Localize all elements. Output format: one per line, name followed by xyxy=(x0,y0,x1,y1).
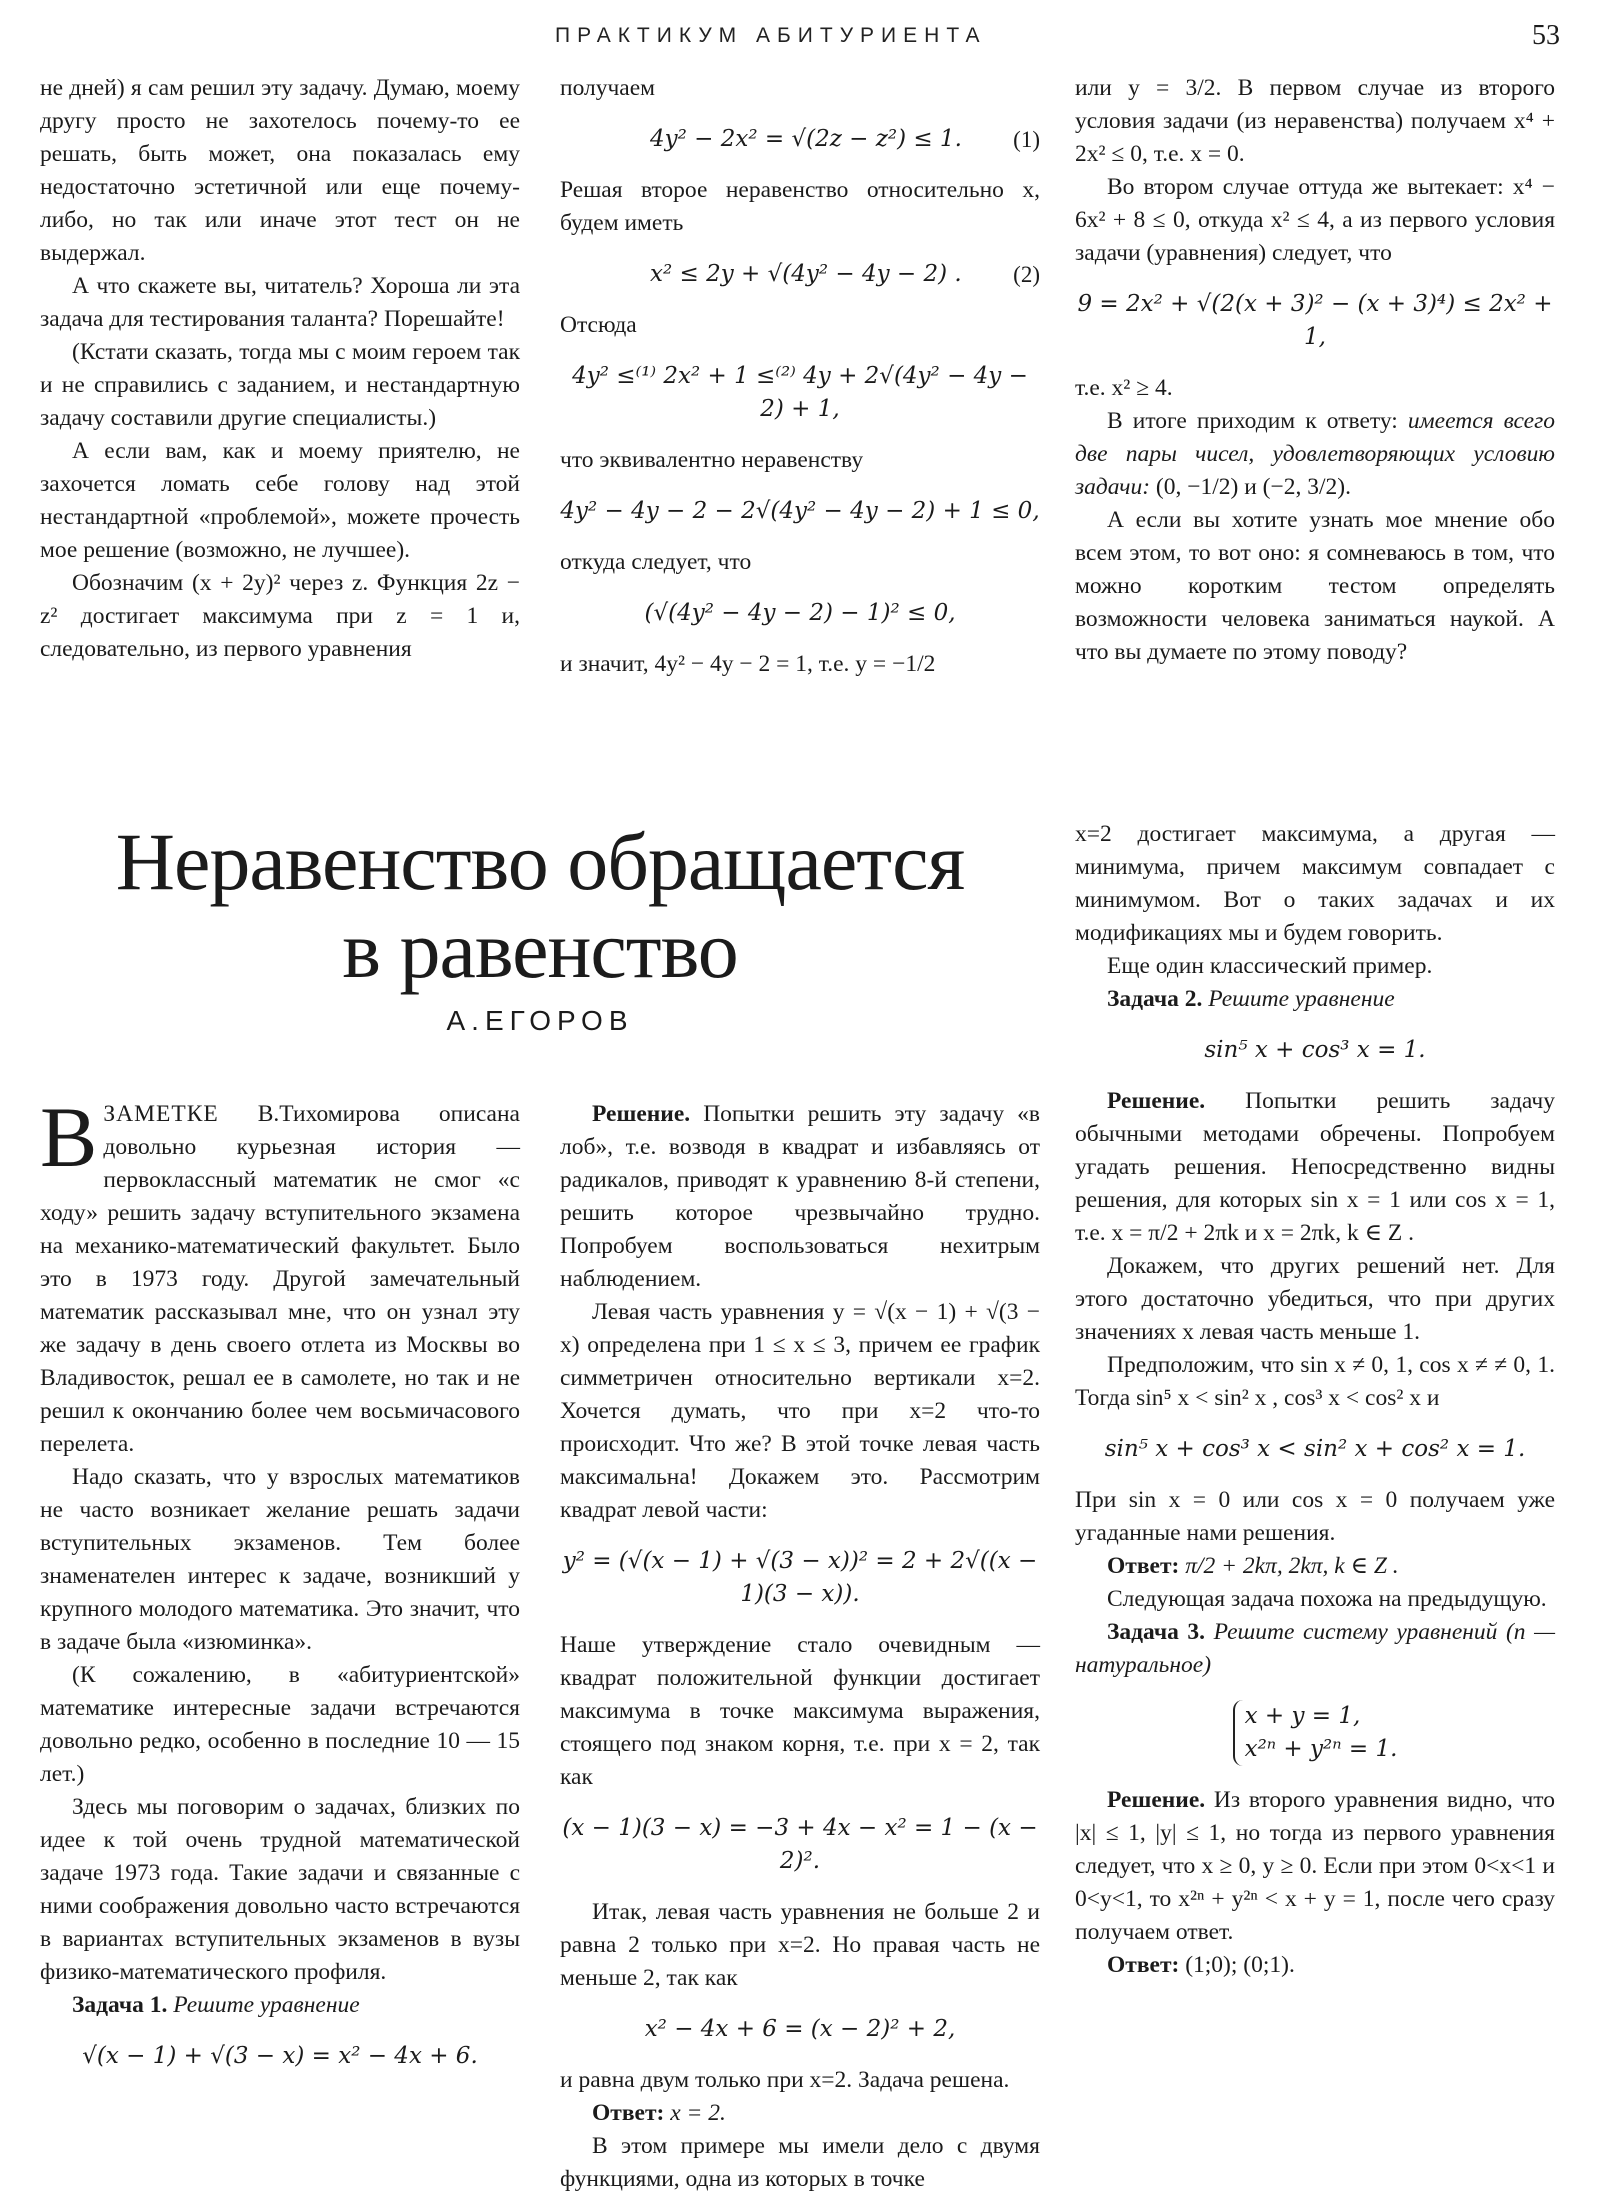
paragraph: Левая часть уравнения y = √(x − 1) + √(3 − x) определена при 1 ≤ x ≤ 3, причем ее график симметричен относительно вертикали x=2. Хочется думать, что при x=2 что-то происходит. Что же? В этой точке левая часть максимальна! Докажем это. Рассмотрим квадрат левой части: xyxy=(560,1299,1040,1523)
paragraph: В этом примере мы имели дело с двумя функциями, одна из которых в точке xyxy=(560,2133,1040,2192)
paragraph: А если вам, как и моему приятелю, не захочется ломать себе голову над этой нестандартной «проблемой», можете прочесть мое решение (возможно, не лучшее). xyxy=(40,438,520,563)
paragraph xyxy=(1075,405,1555,504)
paragraph: А что скажете вы, читатель? Хороша ли эта задача для тестирования таланта? Порешайте! xyxy=(40,273,520,332)
paragraph: Во втором случае оттуда же вытекает: x⁴ − 6x² + 8 ≤ 0, откуда x² ≤ 4, а из первого условия задачи (уравнения) следует, что xyxy=(1075,174,1555,266)
paragraph: (Кстати сказать, тогда мы с моим героем так и не справились с заданием, и нестандартную задачу составили другие специалисты.) xyxy=(40,339,520,431)
paragraph xyxy=(1075,1784,1555,1949)
article-title xyxy=(40,818,1040,994)
formula: 4y² ≤⁽¹⁾ 2x² + 1 ≤⁽²⁾ 4y + 2√(4y² − 4y − 2) + 1, xyxy=(572,363,1028,422)
paragraph: Следующая задача похожа на предыдущую. xyxy=(1107,1586,1547,1612)
text: В итоге приходим к ответу: xyxy=(1107,408,1398,434)
paragraph: Надо сказать, что у взрослых математиков не часто возникает желание решать задачи вступительных экзаменов. Тем более знаменателен интерес к задаче, возникший у крупного молодого математика. Это значит, что в задаче была «изюминка». xyxy=(40,1464,520,1655)
formula: sin⁵ x + cos³ x < sin² x + cos² x = 1. xyxy=(1104,1436,1526,1462)
paragraph xyxy=(1075,1550,1555,1583)
top-column-1 xyxy=(40,72,520,666)
formula: 4y² − 4y − 2 − 2√(4y² − 4y − 2) + 1 ≤ 0, xyxy=(560,498,1040,524)
answer-label: Ответ: xyxy=(1107,1553,1180,1579)
paragraph: (К сожалению, в «абитуриентской» математике интересные задачи встречаются довольно редко, особенно в последние 10 — 15 лет.) xyxy=(40,1662,520,1787)
top-column-3 xyxy=(1075,72,1555,669)
answer-label: Ответ: xyxy=(1107,1952,1180,1978)
equation-1 xyxy=(560,123,1040,156)
paragraph xyxy=(560,2097,1040,2130)
drop-cap: В xyxy=(40,1089,98,1185)
paragraph xyxy=(40,1089,520,1461)
paragraph: Итак, левая часть уравнения не больше 2 и равна 2 только при x=2. Но правая часть не меньше 2, так как xyxy=(560,1899,1040,1991)
paragraph: не дней) я сам решил эту задачу. Думаю, моему другу просто не захотелось почему-то ее решать, быть может, она показалась ему недостаточно эстетичной или еще почему-либо, но так или иначе этот тест он не выдержал. xyxy=(40,75,520,266)
system-line: x²ⁿ + y²ⁿ = 1. xyxy=(1244,1736,1398,1762)
paragraph: Обозначим (x + 2y)² через z. Функция 2z − z² достигает максимума при z = 1 и, следовательно, из первого уравнения xyxy=(40,570,520,662)
paragraph: Наше утверждение стало очевидным — квадрат положительной функции достигает максимума в точке максимума выражения, стоящего под знаком корня, т.е. при x = 2, так как xyxy=(560,1632,1040,1790)
answer: x = 2. xyxy=(664,2100,726,2126)
paragraph: получаем xyxy=(560,75,656,101)
paragraph: т.е. x² ≥ 4. xyxy=(1075,375,1173,401)
top-column-2 xyxy=(560,72,1040,681)
paragraph: Отсюда xyxy=(560,312,637,338)
task-text: Решите систему уравнений (n — натуральное) xyxy=(1075,1619,1555,1678)
article-column-1 xyxy=(40,1089,520,2091)
formula: 9 = 2x² + √(2(x + 3)² − (x + 3)⁴) ≤ 2x² + 1, xyxy=(1077,291,1553,350)
paragraph: или y = 3/2. В первом случае из второго условия задачи (из неравенства) получаем x⁴ + 2x² ≤ 0, т.е. x = 0. xyxy=(1075,75,1555,167)
author: А.ЕГОРОВ xyxy=(446,1005,634,1036)
paragraph: Еще один классический пример. xyxy=(1107,953,1433,979)
system-of-equations xyxy=(1075,1700,1555,1766)
task-label: Задача 2. xyxy=(1107,986,1203,1012)
paragraph xyxy=(1075,1616,1555,1682)
formula: x² − 4x + 6 = (x − 2)² + 2, xyxy=(644,2016,956,2042)
formula: x² ≤ 2y + √(4y² − 4y − 2) . xyxy=(650,261,962,287)
page-number: 53 xyxy=(1532,20,1560,51)
italic-text: имеется всего две пары чисел, удовлетворяющих условию задачи: xyxy=(1075,408,1556,500)
equation-number: (1) xyxy=(1013,127,1040,152)
task-label: Задача 3. xyxy=(1107,1619,1206,1645)
formula: y² = (√(x − 1) + √(3 − x))² = 2 + 2√((x − 1)(3 − x)). xyxy=(562,1548,1038,1607)
paragraph: и равна двум только при x=2. Задача решена. xyxy=(560,2067,1010,2093)
paragraph xyxy=(40,1989,520,2022)
paragraph: Докажем, что других решений нет. Для этого достаточно убедиться, что при других значениях x левая часть меньше 1. xyxy=(1075,1253,1555,1345)
formula: sin⁵ x + cos³ x = 1. xyxy=(1204,1037,1426,1063)
formula: (√(4y² − 4y − 2) − 1)² ≤ 0, xyxy=(644,600,956,626)
task-text: Решите уравнение xyxy=(173,1992,360,2018)
solution-label: Решение. xyxy=(1107,1088,1206,1114)
lead-caps: ЗАМЕТКЕ xyxy=(103,1101,219,1127)
answer: (1;0); (0;1). xyxy=(1179,1952,1295,1978)
paragraph xyxy=(1075,983,1555,1016)
answer-label: Ответ: xyxy=(592,2100,665,2126)
title-line: в равенство xyxy=(342,904,738,995)
paragraph xyxy=(560,1098,1040,1296)
paragraph: что эквивалентно неравенству xyxy=(560,447,864,473)
paragraph: Решая второе неравенство относительно x, будем иметь xyxy=(560,177,1040,236)
paragraph: Предположим, что sin x ≠ 0, 1, cos x ≠ ≠ 0, 1. Тогда sin⁵ x < sin² x , cos³ x < cos² x и xyxy=(1075,1352,1555,1411)
paragraph: Здесь мы поговорим о задачах, близких по идее к той очень трудной математической задаче 1973 года. Такие задачи и связанные с ними соображения довольно часто встречаются в вариантах вступительных экзаменов в вузы физико-математического профиля. xyxy=(40,1794,520,1985)
paragraph: x=2 достигает максимума, а другая — минимума, причем максимум совпадает с минимумом. Вот о таких задачах и их модификациях мы и будем говорить. xyxy=(1075,821,1555,946)
paragraph: При sin x = 0 или cos x = 0 получаем уже угаданные нами решения. xyxy=(1075,1487,1555,1546)
paragraph xyxy=(1075,1949,1555,1982)
system-line: x + y = 1, xyxy=(1244,1703,1361,1729)
text: (0, −1/2) и (−2, 3/2). xyxy=(1155,474,1351,500)
text: Из второго уравнения видно, что |x| ≤ 1, |y| ≤ 1, но тогда из первого уравнения следует, что x ≥ 0, y ≥ 0. Если при этом 0<x<1 и 0<y<1, то x²ⁿ + y²ⁿ < x + y = 1, после чего сразу получаем ответ. xyxy=(1075,1787,1555,1945)
text: Попытки решить задачу обычными методами обречены. Попробуем угадать решения. Непосредственно видны решения, для которых sin x = 1 или cos x = 1, т.е. x = π/2 + 2πk и x = 2πk, k ∈ Z . xyxy=(1075,1088,1555,1246)
article-column-2 xyxy=(560,1098,1040,2196)
equation-number: (2) xyxy=(1013,262,1040,287)
solution-label: Решение. xyxy=(1107,1787,1206,1813)
paragraph: и значит, 4y² − 4y − 2 = 1, т.е. y = −1/2 xyxy=(560,651,936,677)
solution-label: Решение. xyxy=(592,1101,691,1127)
text: Попытки решить эту задачу «в лоб», т.е. возводя в квадрат и избавляясь от радикалов, приводят к уравнению 8-й степени, решить которое чрезвычайно трудно. Попробуем воспользоваться нехитрым наблюдением. xyxy=(560,1101,1040,1292)
formula: √(x − 1) + √(3 − x) = x² − 4x + 6. xyxy=(82,2043,478,2069)
text: В.Тихомирова описана довольно курьезная история — первоклассный математик не смог «с ходу» решить задачу вступительного экзамена на механико-математический факультет. Было это в 1973 году. Другой замечательный математик рассказывал мне, что он узнал эту же задачу в день своего отлета из Москвы во Владивосток, решал ее в самолете, но так и не решил к окончанию более чем восьмичасового перелета. xyxy=(40,1101,520,1457)
paragraph: откуда следует, что xyxy=(560,549,752,575)
task-label: Задача 1. xyxy=(72,1992,168,2018)
title-line: Неравенство обращается xyxy=(115,816,965,907)
article-column-3 xyxy=(1075,818,1555,1982)
task-text: Решите уравнение xyxy=(1208,986,1395,1012)
running-header: ПРАКТИКУМ АБИТУРИЕНТА xyxy=(555,24,987,47)
paragraph: А если вы хотите узнать мое мнение обо всем этом, то вот оно: я сомневаюсь в том, что можно коротким тестом определять возможности человека заниматься наукой. А что вы думаете по этому поводу? xyxy=(1075,507,1555,665)
answer: π/2 + 2kπ, 2kπ, k ∈ Z . xyxy=(1179,1553,1399,1579)
equation-2 xyxy=(560,258,1040,291)
formula: (x − 1)(3 − x) = −3 + 4x − x² = 1 − (x − 2)². xyxy=(562,1815,1038,1874)
paragraph xyxy=(1075,1085,1555,1250)
formula: 4y² − 2x² = √(2z − z²) ≤ 1. xyxy=(650,126,962,152)
